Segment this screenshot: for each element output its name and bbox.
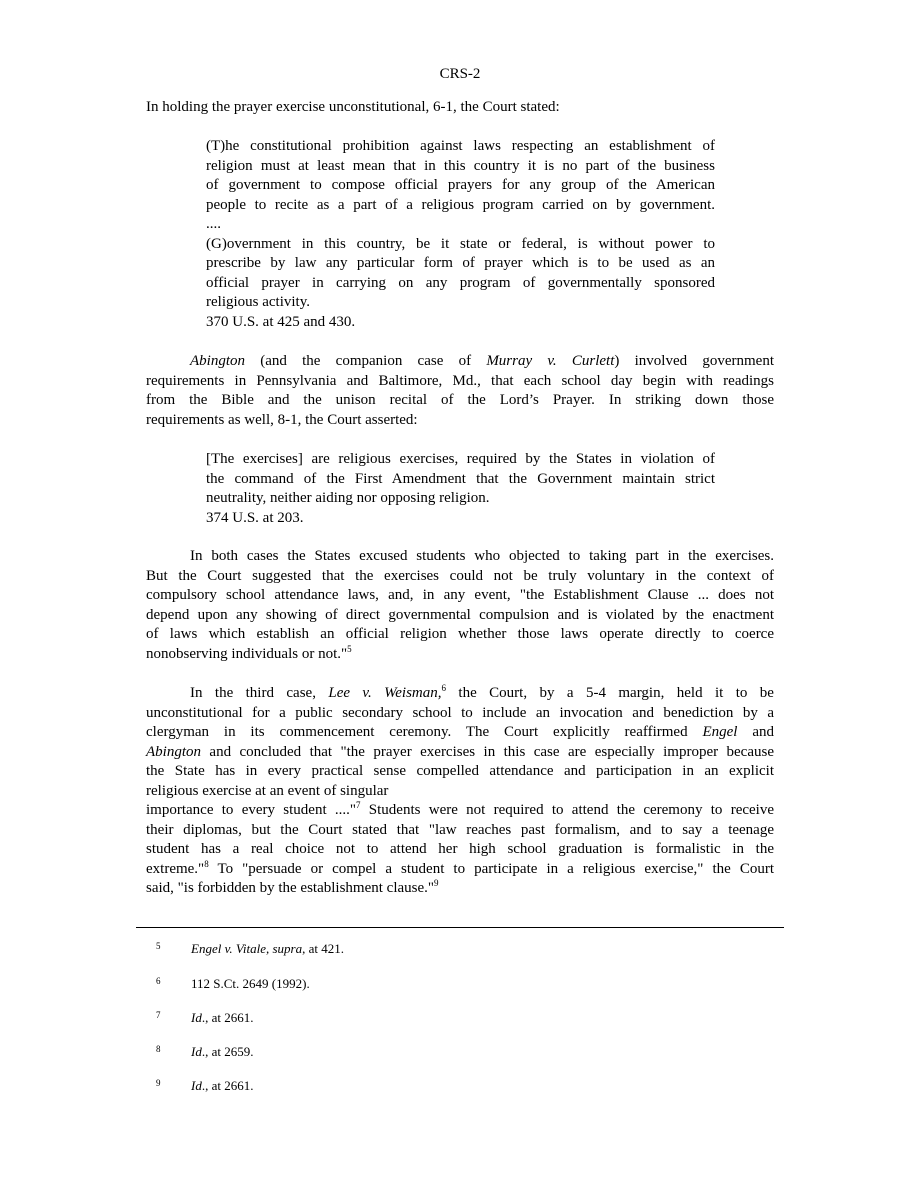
case-name: Murray v. Curlett: [486, 353, 615, 369]
text-line: unconstitutional for a public secondary school to include an invocation and benediction by a: [146, 704, 774, 721]
quote-line: people to recite as a part of a religious program carried on by government.: [206, 196, 715, 213]
text-line: compulsory school attendance laws, and, in any event, "the Establishment Clause ... does not: [146, 587, 774, 603]
quote-line: official prayer in carrying on any program of governmentally sponsored: [206, 274, 715, 291]
text-span: said, "is forbidden by the establishment clause.": [146, 880, 435, 896]
case-name: Abington: [146, 743, 201, 760]
text-span: ., at 2661.: [201, 1078, 254, 1093]
text-line: religious exercise at an event of singular: [146, 782, 389, 799]
footnote-separator: [136, 927, 784, 928]
text-line: from the Bible and the unison recital of the Lord’s Prayer. In striking down those: [146, 392, 774, 408]
footnote-number: 8: [156, 1044, 161, 1054]
text-line: In both cases the States excused students who objected to taking part in the exercises.: [190, 548, 774, 564]
text-line: But the Court suggested that the exercises could not be truly voluntary in the context of: [146, 567, 774, 584]
text-span: importance to every student ....": [146, 802, 357, 818]
quote-line: the command of the First Amendment that the Government maintain strict: [206, 470, 715, 487]
footnote-ref[interactable]: 7: [356, 800, 361, 810]
text-span: extreme.": [146, 860, 205, 877]
text-span: clergyman in its commencement ceremony. The Court explicitly reaffirmed: [146, 724, 703, 740]
text-span: 112 S.Ct. 2649 (1992).: [191, 976, 310, 991]
footnote-number: 6: [156, 976, 161, 986]
text-line: [146, 645, 774, 665]
quote-line: (T)he constitutional prohibition against laws respecting an establishment of: [206, 138, 715, 154]
text-line: [146, 723, 774, 743]
quote-line: neutrality, neither aiding nor opposing religion.: [206, 490, 490, 506]
text-span: In the third case,: [190, 685, 329, 701]
text-line: [146, 860, 774, 880]
text-line: requirements as well, 8-1, the Court asserted:: [146, 411, 418, 428]
case-name: Engel: [702, 724, 738, 740]
quote-line: (G)overnment in this country, be it state or federal, is without power to: [206, 235, 715, 252]
quote-line: of government to compose official prayers for any group of the American: [206, 177, 715, 193]
block-quote-engel: [206, 137, 715, 332]
text-span: ., at 2659.: [201, 1044, 254, 1059]
text-line: the State has in every practical sense compelled attendance and participation in an explicit: [146, 763, 774, 779]
quote-citation: 374 U.S. at 203.: [206, 509, 304, 526]
text-span: nonobserving individuals or not.": [146, 645, 348, 662]
footnote-number: 5: [156, 941, 161, 951]
paragraph-lee-v-weisman: [146, 684, 774, 899]
quote-line: religion must at least mean that in this country it is no part of the business: [206, 157, 715, 174]
page-header: CRS-2: [439, 66, 481, 82]
quote-line: religious activity.: [206, 294, 311, 310]
case-name: Id: [191, 1010, 202, 1025]
text-line: [146, 743, 774, 763]
block-quote-abington: [206, 450, 715, 528]
footnote-ref[interactable]: 6: [441, 683, 446, 693]
case-name: Lee v. Weisman,: [328, 685, 442, 701]
footnote-ref[interactable]: 8: [204, 858, 209, 869]
text-span: (and the companion case of: [245, 353, 487, 369]
text-span: ) involved government: [614, 353, 774, 369]
text-line: student has a real choice not to attend her high school graduation is formalistic in the: [146, 841, 774, 857]
text-line: In holding the prayer exercise unconstitutional, 6-1, the Court stated:: [146, 99, 560, 115]
quote-line: ....: [206, 216, 221, 232]
footnote-text: [191, 1044, 253, 1060]
text-line: their diplomas, but the Court stated that "law reaches past formalism, and to say a teenage: [146, 821, 774, 838]
quote-line: [The exercises] are religious exercises, required by the States in violation of: [206, 451, 715, 467]
case-name: Id: [191, 1078, 202, 1093]
quote-citation: 370 U.S. at 425 and 430.: [206, 313, 356, 330]
text-span: and concluded that "the prayer exercises in this case are especially improper because: [201, 743, 774, 760]
text-line: requirements in Pennsylvania and Baltimore, Md., that each school day begin with readings: [146, 372, 774, 389]
text-span: ., at 2661.: [201, 1010, 254, 1025]
text-span: Students were not required to attend the ceremony to receive: [360, 802, 774, 818]
text-line: of laws which establish an official religion whether those laws operate directly to coerce: [146, 626, 774, 642]
text-span: To "persuade or compel a student to participate in a religious exercise," the Court: [208, 860, 774, 877]
footnote-text: [191, 1010, 253, 1026]
case-name: Abington: [190, 353, 245, 369]
footnote-ref[interactable]: 9: [434, 878, 439, 888]
text-line: [146, 352, 774, 372]
paragraph-intro: [146, 98, 774, 118]
footnote-text: [191, 941, 344, 957]
text-line: [146, 684, 774, 704]
case-name: Engel v. Vitale, supra: [191, 941, 303, 956]
footnote-number: 7: [156, 1010, 161, 1020]
text-span: , at 421.: [302, 941, 344, 956]
text-line: [146, 801, 774, 821]
paragraph-voluntary: [146, 547, 774, 664]
footnote-number: 9: [156, 1078, 161, 1088]
quote-line: prescribe by law any particular form of prayer which is to be used as an: [206, 255, 715, 271]
case-name: Id: [191, 1044, 202, 1059]
footnote-text: [191, 976, 310, 992]
text-span: the Court, by a 5-4 margin, held it to be: [446, 685, 774, 701]
text-span: and: [737, 724, 774, 740]
paragraph-abington: [146, 352, 774, 430]
text-line: depend upon any showing of direct governmental compulsion and is violated by the enactment: [146, 606, 774, 623]
footnote-ref[interactable]: 5: [347, 643, 352, 654]
footnote-text: [191, 1078, 253, 1094]
text-line: [146, 879, 774, 899]
